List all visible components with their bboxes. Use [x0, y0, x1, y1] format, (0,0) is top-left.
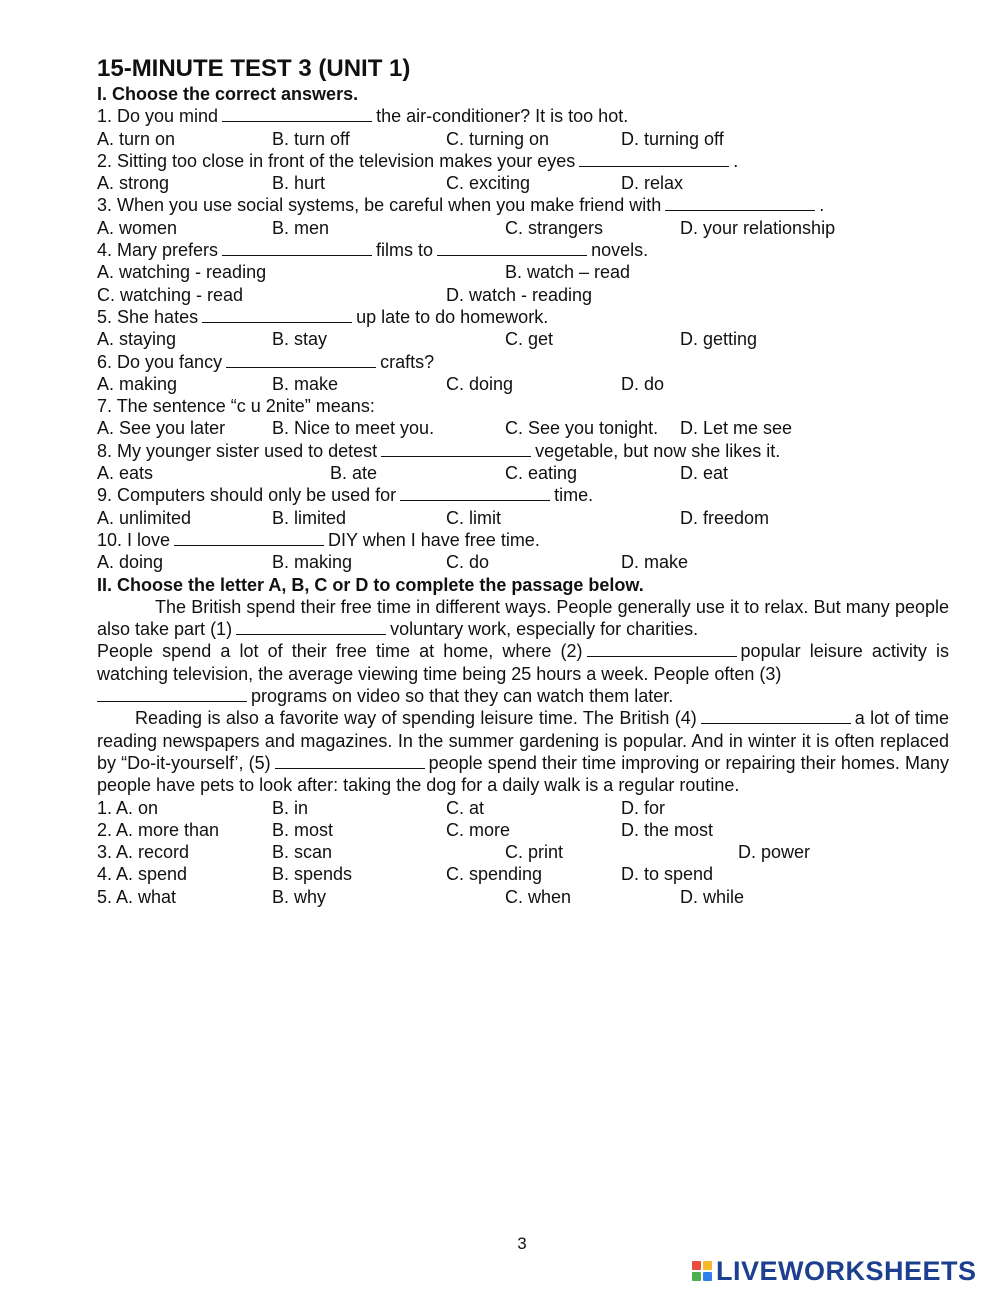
passage-option-d-5[interactable]: D. while: [680, 886, 745, 907]
option-c-q2[interactable]: C. exciting: [446, 173, 531, 194]
answer-blank-q4-first[interactable]: [222, 239, 372, 256]
option-b-q2[interactable]: B. hurt: [272, 173, 326, 194]
option-a-q10[interactable]: A. doing: [97, 552, 164, 573]
answer-blank-q3[interactable]: [665, 194, 815, 211]
answer-blank-q9[interactable]: [400, 484, 550, 501]
option-d-q7[interactable]: D. Let me see: [680, 418, 793, 439]
option-a-q5[interactable]: A. staying: [97, 329, 177, 350]
passage-option-b-5[interactable]: B. why: [272, 886, 327, 907]
option-b-q10[interactable]: B. making: [272, 552, 353, 573]
passage-option-b-3[interactable]: B. scan: [272, 842, 333, 863]
answer-blank-q10[interactable]: [174, 529, 324, 546]
option-c-q10[interactable]: C. do: [446, 552, 490, 573]
option-c-q5[interactable]: C. get: [505, 329, 554, 350]
answer-blank-q5[interactable]: [202, 306, 352, 323]
passage-option-b-1[interactable]: B. in: [272, 797, 309, 818]
option-b-q8[interactable]: B. ate: [330, 463, 378, 484]
liveworksheets-logo: [692, 1254, 977, 1288]
passage-blank-4[interactable]: [701, 707, 851, 724]
logo-text: LIVEWORKSHEETS: [716, 1255, 977, 1286]
option-d-q10[interactable]: D. make: [621, 552, 689, 573]
option-c-q7[interactable]: C. See you tonight.: [505, 418, 659, 439]
options-q4-row1: [97, 261, 949, 283]
section-1-heading: I. Choose the correct answers.: [97, 84, 359, 104]
passage-options-2: [97, 819, 949, 841]
question-10: 10. I love DIY when I have free time.: [97, 529, 540, 550]
option-b-q5[interactable]: B. stay: [272, 329, 328, 350]
options-q4-row2: [97, 284, 949, 306]
passage-options-3: [97, 841, 949, 863]
option-c-q9[interactable]: C. limit: [446, 507, 501, 528]
section-2-heading: II. Choose the letter A, B, C or D to complete the passage below.: [97, 574, 644, 595]
option-c-q1[interactable]: C. turning on: [446, 128, 550, 149]
answer-blank-q6[interactable]: [226, 351, 376, 368]
answer-blank-q8[interactable]: [381, 440, 531, 457]
question-9: 9. Computers should only be used for time.: [97, 485, 594, 506]
passage-options-5: [97, 886, 949, 908]
passage-option-a-3[interactable]: 3. A. record: [97, 842, 190, 863]
option-d-q2[interactable]: D. relax: [621, 173, 684, 194]
passage-blank-2[interactable]: [587, 640, 737, 657]
option-a-q7[interactable]: A. See you later: [97, 418, 226, 439]
option-d-q9[interactable]: D. freedom: [680, 507, 770, 528]
option-b-q9[interactable]: B. limited: [272, 507, 347, 528]
question-8: 8. My younger sister used to detest vegetable, but now she likes it.: [97, 440, 781, 461]
option-c-q6[interactable]: C. doing: [446, 373, 514, 394]
options-q2: [97, 172, 949, 194]
passage-option-d-3[interactable]: D. power: [738, 842, 811, 863]
answer-blank-q1[interactable]: [222, 105, 372, 122]
option-d-q3[interactable]: D. your relationship: [680, 217, 836, 238]
passage-option-b-4[interactable]: B. spends: [272, 864, 353, 885]
passage-options-4: [97, 863, 949, 885]
passage-option-c-4[interactable]: C. spending: [446, 864, 543, 885]
passage-option-d-2[interactable]: D. the most: [621, 819, 714, 840]
options-q8: [97, 462, 949, 484]
question-6: 6. Do you fancy crafts?: [97, 351, 435, 372]
passage-option-b-2[interactable]: B. most: [272, 819, 334, 840]
question-7: 7. The sentence “c u 2nite” means:: [97, 396, 375, 417]
option-b-q7[interactable]: B. Nice to meet you.: [272, 418, 435, 439]
logo-block: [703, 1261, 712, 1270]
option-c-q4[interactable]: C. watching - read: [97, 284, 244, 305]
options-q3: [97, 217, 949, 239]
option-a-q2[interactable]: A. strong: [97, 173, 170, 194]
option-d-q1[interactable]: D. turning off: [621, 128, 724, 149]
logo-block: [692, 1272, 701, 1281]
option-b-q6[interactable]: B. make: [272, 373, 339, 394]
passage-option-c-1[interactable]: C. at: [446, 797, 485, 818]
option-c-q8[interactable]: C. eating: [505, 463, 578, 484]
option-a-q9[interactable]: A. unlimited: [97, 507, 192, 528]
question-4: 4. Mary prefers films to novels.: [97, 240, 649, 261]
question-2: 2. Sitting too close in front of the television makes your eyes .: [97, 150, 739, 171]
option-d-q6[interactable]: D. do: [621, 373, 665, 394]
passage-option-a-4[interactable]: 4. A. spend: [97, 864, 188, 885]
passage-blank-3[interactable]: [97, 685, 247, 702]
logo-block: [703, 1272, 712, 1281]
option-d-q4[interactable]: D. watch - reading: [446, 284, 593, 305]
option-a-q3[interactable]: A. women: [97, 217, 178, 238]
options-q5: [97, 328, 949, 350]
option-d-q5[interactable]: D. getting: [680, 329, 758, 350]
options-q6: [97, 373, 949, 395]
passage-option-c-5[interactable]: C. when: [505, 886, 572, 907]
page-title: 15-MINUTE TEST 3 (UNIT 1): [97, 55, 411, 82]
option-b-q4[interactable]: B. watch – read: [505, 262, 631, 283]
option-b-q3[interactable]: B. men: [272, 217, 330, 238]
passage-paragraph-3: Reading is also a favorite way of spending leisure time. The British (4) a lot of time reading newspapers and magazines. In the summer gardening is popular. And in winter it is often replaced by “Do-it-yourself’, (5) people spend their time improving or repairing their homes. Many people have pets to look after: taking the dog for a daily walk is a regular routine.: [97, 708, 949, 796]
logo-blocks-icon: [692, 1261, 712, 1281]
answer-blank-q2[interactable]: [579, 150, 729, 167]
passage-blank-1[interactable]: [236, 618, 386, 635]
options-q10: [97, 551, 949, 573]
logo-block: [692, 1261, 701, 1270]
option-b-q1[interactable]: B. turn off: [272, 128, 350, 149]
question-1: 1. Do you mind the air-conditioner? It is too hot.: [97, 106, 629, 127]
passage-paragraph-2: People spend a lot of their free time at home, where (2) popular leisure activity is watching television, the average viewing time being 25 hours a week. People often (3) programs on video so that they can watch them later.: [97, 641, 949, 707]
passage-paragraph-1: The British spend their free time in different ways. People generally use it to relax. But many people also take part (1) voluntary work, especially for charities.: [97, 596, 949, 640]
answer-blank-q4-second[interactable]: [437, 239, 587, 256]
option-a-q8[interactable]: A. eats: [97, 463, 154, 484]
option-d-q8[interactable]: D. eat: [680, 463, 729, 484]
passage-option-c-3[interactable]: C. print: [505, 842, 564, 863]
passage-option-a-2[interactable]: 2. A. more than: [97, 819, 220, 840]
option-a-q1[interactable]: A. turn on: [97, 128, 176, 149]
options-q1: [97, 128, 949, 150]
question-3: 3. When you use social systems, be careful when you make friend with .: [97, 195, 825, 216]
options-q9: [97, 507, 949, 529]
passage-option-c-2[interactable]: C. more: [446, 819, 511, 840]
passage-options-1: [97, 797, 949, 819]
passage-option-d-4[interactable]: D. to spend: [621, 864, 714, 885]
passage-blank-5[interactable]: [275, 752, 425, 769]
worksheet-page: [97, 55, 949, 908]
question-5: 5. She hates up late to do homework.: [97, 306, 549, 327]
passage-option-a-1[interactable]: 1. A. on: [97, 797, 159, 818]
option-a-q6[interactable]: A. making: [97, 373, 178, 394]
option-a-q4[interactable]: A. watching - reading: [97, 262, 267, 283]
passage-option-d-1[interactable]: D. for: [621, 797, 666, 818]
option-c-q3[interactable]: C. strangers: [505, 217, 604, 238]
page-number: 3: [517, 1234, 527, 1253]
options-q7: [97, 417, 949, 439]
passage-option-a-5[interactable]: 5. A. what: [97, 886, 177, 907]
